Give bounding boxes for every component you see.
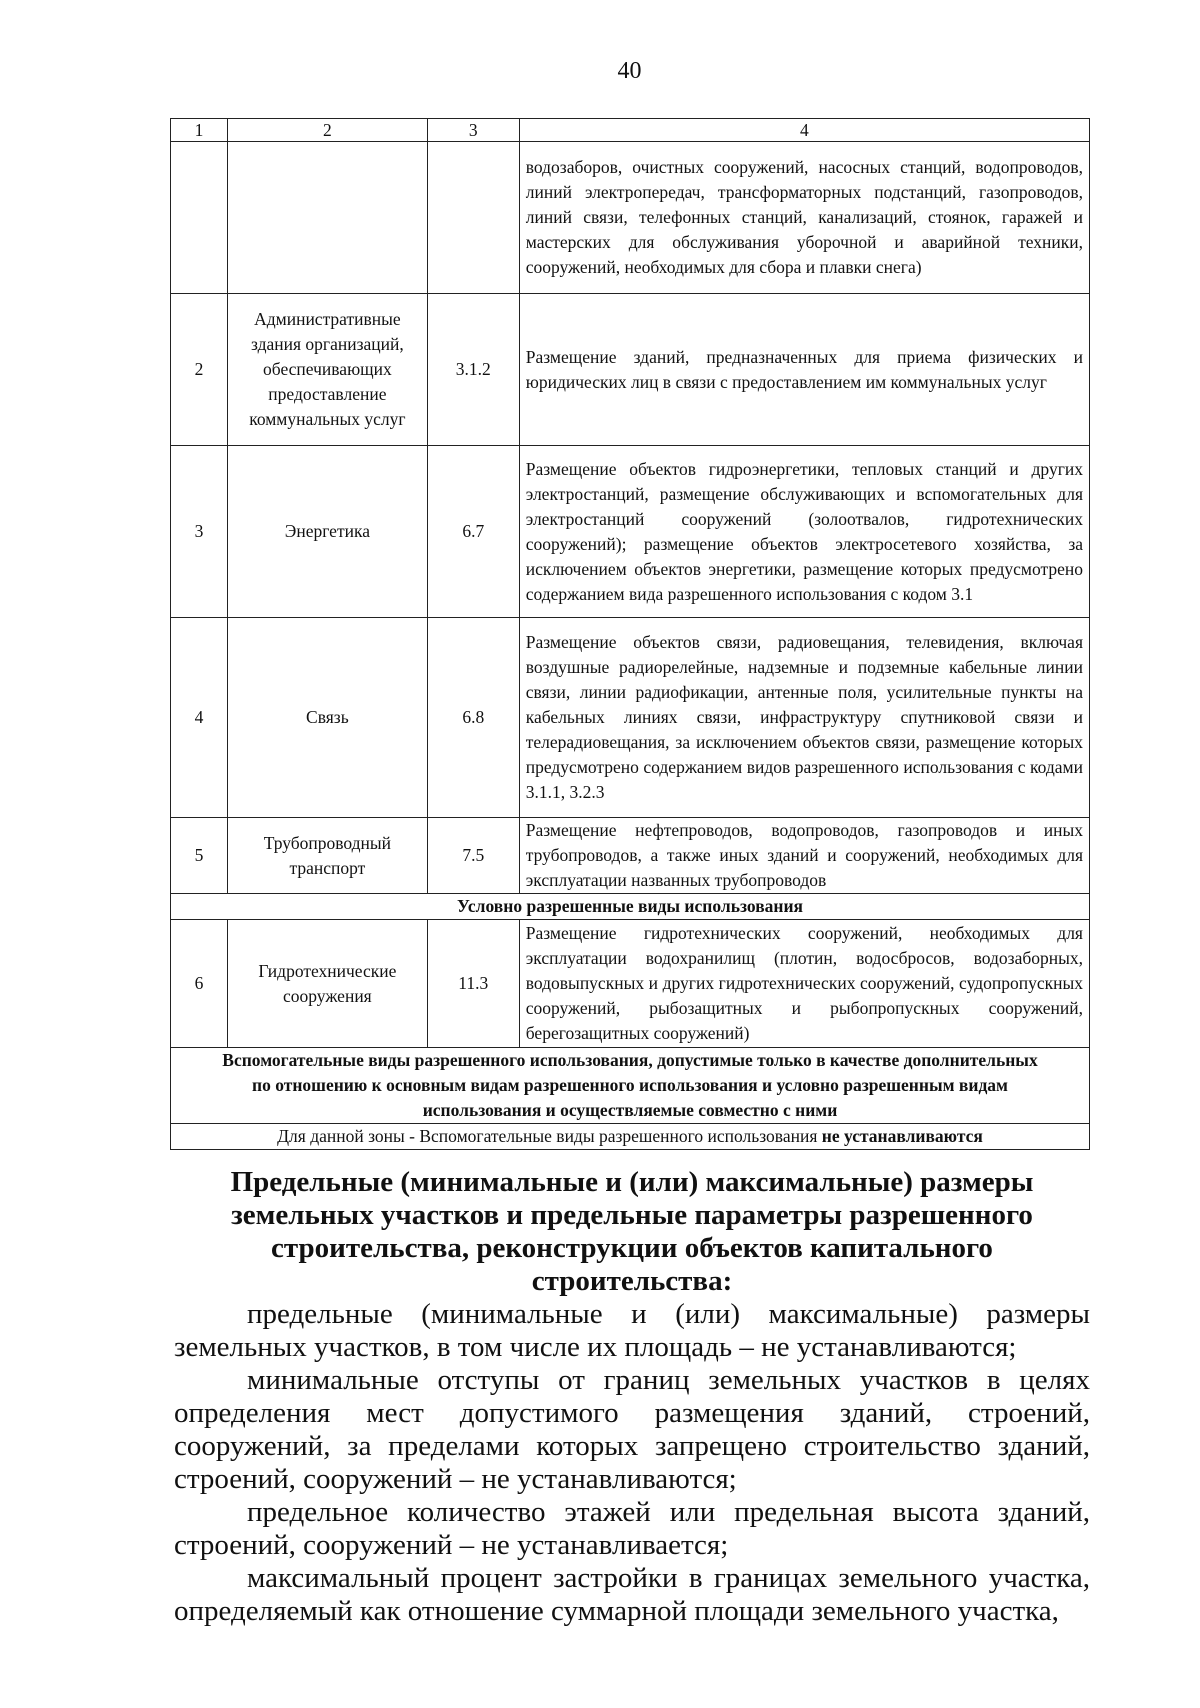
auxiliary-note-emphasis: не устанавливаются <box>821 1126 983 1146</box>
header-cell: 2 <box>227 119 427 142</box>
row-number: 2 <box>171 294 228 446</box>
auxiliary-note <box>171 1124 1090 1150</box>
paragraph: максимальный процент застройки в границах земельного участка, определяемый как отношение суммарной площади земельного участка, <box>174 1562 1090 1627</box>
row-name: Административные здания организаций, обеспечивающих предоставление коммунальных услуг <box>227 294 427 446</box>
table-row <box>171 294 1090 446</box>
row-number: 5 <box>171 818 228 894</box>
row-description: Размещение нефтепроводов, водопроводов, газопроводов и иных трубопроводов, а также иных зданий и сооружений, необходимых для эксплуатации названных трубопроводов <box>519 818 1089 894</box>
regulations-text <box>174 1166 1090 1628</box>
conditional-section-row <box>171 894 1090 920</box>
page-number: 40 <box>617 58 642 84</box>
row-name: Связь <box>227 618 427 818</box>
auxiliary-section-row <box>171 1048 1090 1124</box>
row-code: 3.1.2 <box>427 294 519 446</box>
conditional-section-title: Условно разрешенные виды использования <box>171 894 1090 920</box>
paragraph: минимальные отступы от границ земельных участков в целях определения мест допустимого размещения зданий, строений, сооружений, за пределами которых запрещено строительство зданий, строений, сооружений – не устанавливаются; <box>174 1364 1090 1495</box>
table-row <box>171 618 1090 818</box>
row-name: Трубопроводный транспорт <box>227 818 427 894</box>
table-row <box>171 920 1090 1048</box>
row-code <box>427 142 519 294</box>
row-name: Энергетика <box>227 446 427 618</box>
section-heading: Предельные (минимальные и (или) максимальные) размеры земельных участков и предельные параметры разрешенного строительства, реконструкции объектов капитального строительства: <box>230 1166 1034 1297</box>
row-number: 3 <box>171 446 228 618</box>
row-description: Размещение гидротехнических сооружений, необходимых для эксплуатации водохранилищ (плотин, водосбросов, водозаборных, водовыпускных и других гидротехнических сооружений, судопропускных сооружений, рыбозащитных и рыбопропускных сооружений, берегозащитных сооружений) <box>519 920 1089 1048</box>
row-description: Размещение объектов гидроэнергетики, тепловых станций и других электростанций, размещение обслуживающих и вспомогательных для электростанций сооружений (золоотвалов, гидротехнических сооружений); размещение объектов электросетевого хозяйства, за исключением объектов энергетики, размещение которых предусмотрено содержанием вида разрешенного использования с кодом 3.1 <box>519 446 1089 618</box>
table-row <box>171 446 1090 618</box>
row-description: Размещение объектов связи, радиовещания, телевидения, включая воздушные радиорелейные, надземные и подземные кабельные линии связи, линии радиофикации, антенные поля, усилительные пункты на кабельных линиях связи, инфраструктуру спутниковой связи и телерадиовещания, за исключением объектов связи, размещение которых предусмотрено содержанием видов разрешенного использования с кодами 3.1.1, 3.2.3 <box>519 618 1089 818</box>
table-header-row <box>171 119 1090 142</box>
paragraph: предельные (минимальные и (или) максимальные) размеры земельных участков, в том числе их площадь – не устанавливаются; <box>174 1298 1090 1363</box>
row-code: 11.3 <box>427 920 519 1048</box>
auxiliary-note-row <box>171 1124 1090 1150</box>
table-row <box>171 818 1090 894</box>
row-number: 6 <box>171 920 228 1048</box>
table-row <box>171 142 1090 294</box>
row-code: 6.8 <box>427 618 519 818</box>
land-use-table <box>170 118 1090 1150</box>
auxiliary-section-title: Вспомогательные виды разрешенного использования, допустимые только в качестве дополнительных по отношению к основным видам разрешенного использования и условно разрешенным видам использования и осуществляемые совместно с ними <box>171 1048 1090 1124</box>
row-name: Гидротехнические сооружения <box>227 920 427 1048</box>
header-cell: 1 <box>171 119 228 142</box>
row-code: 7.5 <box>427 818 519 894</box>
row-name <box>227 142 427 294</box>
row-number: 4 <box>171 618 228 818</box>
paragraph: предельное количество этажей или предельная высота зданий, строений, сооружений – не устанавливается; <box>174 1496 1090 1561</box>
row-description: водозаборов, очистных сооружений, насосных станций, водопроводов, линий электропередач, трансформаторных подстанций, газопроводов, линий связи, телефонных станций, канализаций, стоянок, гаражей и мастерских для обслуживания уборочной и аварийной техники, сооружений, необходимых для сбора и плавки снега) <box>519 142 1089 294</box>
auxiliary-note-text: Для данной зоны - Вспомогательные виды разрешенного использования <box>277 1126 822 1146</box>
row-code: 6.7 <box>427 446 519 618</box>
row-description: Размещение зданий, предназначенных для приема физических и юридических лиц в связи с предоставлением им коммунальных услуг <box>519 294 1089 446</box>
header-cell: 3 <box>427 119 519 142</box>
header-cell: 4 <box>519 119 1089 142</box>
